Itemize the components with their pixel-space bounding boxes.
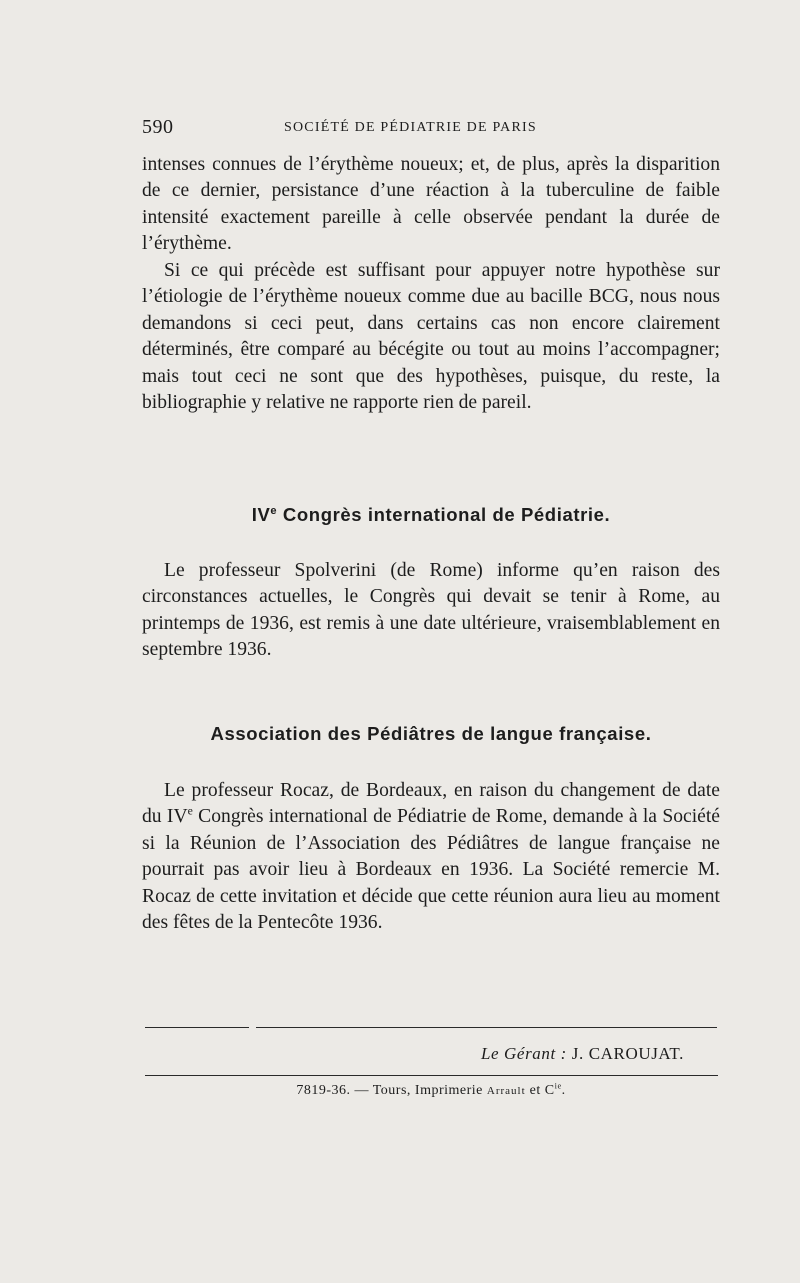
heading-text: Congrès international de Pédiatrie. [277, 504, 611, 525]
divider-footer [145, 1075, 718, 1076]
printer-imprint [142, 1083, 720, 1099]
paragraph-continuation: intenses connues de l’érythème noueux; et, de plus, après la disparition de ce dernier, persistance d’une réaction à la tuberculine de faible intensité exactement pareille à celle observée pendant la durée de l’érythème. [142, 154, 720, 255]
heading-superscript: e [270, 504, 278, 517]
paragraph-congres: Le professeur Spolverini (de Rome) informe qu’en raison des circonstances actuelles, le Congrès qui devait se tenir à Rome, au printemps de 1936, est remis à une date ultérieure, vraisemblablement en septembre 1936. [142, 560, 720, 661]
association-superscript: e [187, 804, 193, 818]
paragraph-association [142, 778, 720, 936]
section-heading-association: Association des Pédiâtres de langue française. [210, 723, 652, 744]
manager-name: J. CAROUJAT. [566, 1044, 684, 1063]
printer-end: . [561, 1083, 566, 1098]
printer-superscript: ie [554, 1081, 562, 1091]
divider-long [256, 1027, 717, 1028]
page-number: 590 [142, 116, 174, 138]
printer-name: Arrault [486, 1085, 526, 1097]
manager-role: Le Gérant : [481, 1044, 567, 1063]
printer-prefix: 7819-36. — Tours, Imprimerie [296, 1083, 487, 1098]
running-head [142, 116, 720, 140]
divider-short [145, 1027, 249, 1028]
association-text-start: Le professeur Rocaz, de Bordeaux, en raison du changement de date du IV [142, 780, 720, 828]
paragraph-hypothesis: Si ce qui précède est suffisant pour appuyer notre hypothèse sur l’étiologie de l’érythème noueux comme due au bacille BCG, nous nous demandons si ceci peut, dans certains cas non encore clairement déterminés, être comparé au bécégite ou tout au moins l’accompagner; mais tout ceci ne sont que des hypothèses, puisque, du reste, la bibliographie y relative ne rapporte rien de pareil. [142, 260, 720, 414]
heading-numeral: IV [251, 504, 271, 525]
section-heading-congres [142, 504, 720, 526]
journal-title: SOCIÉTÉ DE PÉDIATRIE DE PARIS [284, 120, 537, 135]
printer-mid: et C [525, 1083, 555, 1098]
association-text-end: Congrès international de Pédiatrie de Rome, demande à la Société si la Réunion de l’Association des Pédiâtres de langue française ne pourrait pas avoir lieu à Bordeaux en 1936. La Société remercie M. Rocaz de cette invitation et décide que cette réunion aura lieu au moment des fêtes de la Pentecôte 1936. [142, 806, 721, 934]
manager-signature [142, 1044, 684, 1064]
